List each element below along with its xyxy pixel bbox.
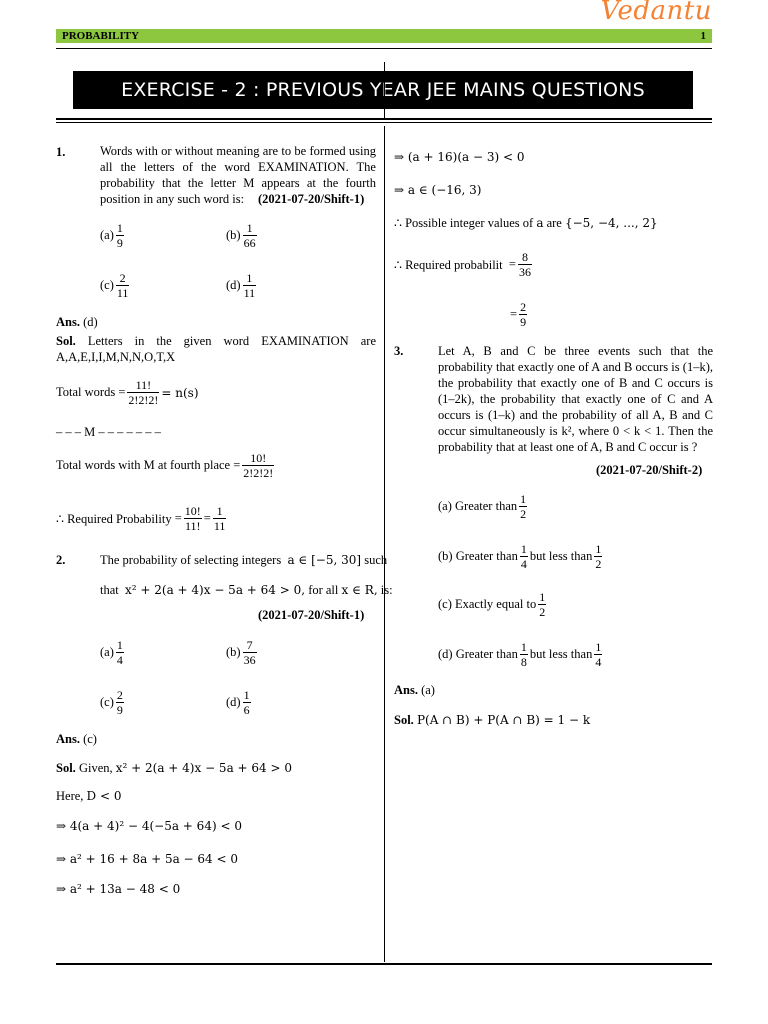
q1-total-words: Total words = $\frac{11!}{2!2!2!}$ = n(s) bbox=[56, 378, 199, 407]
q2-option-c: (c) 2 9 bbox=[100, 688, 123, 717]
footer-rule bbox=[56, 963, 712, 965]
q3-solution: Sol. P(A ∩ B) + P(A ∩ B) = 1 − k bbox=[394, 713, 591, 727]
q3-number: 3. bbox=[394, 344, 404, 358]
q1-text: Words with or without meaning are to be formed using all the letters of the word EXAMINATION. The probability that the letter M appears at the fourth position in any such word is: bbox=[100, 144, 376, 206]
title-rule-1 bbox=[56, 118, 712, 120]
q2-answer: Ans. (c) bbox=[56, 732, 97, 746]
column-divider bbox=[384, 126, 385, 962]
q3-text: Let A, B and C be three events such that the probability that exactly one of A and B occurs is (1–k), the probability that exactly one of B and C occurs is (1–2k), the probability that exactly one of C and A occurs is (1–k) and the probability of all A, B and C occur simultaneously is k², where 0 < k < 1. Then the probability that at least one of A, B and C occur is ? bbox=[438, 344, 713, 454]
q2-required-probability-result: = 2 9 bbox=[510, 300, 527, 329]
q2-step-2: ⇒ a² + 16 + 8a + 5a − 64 < 0 bbox=[56, 852, 239, 866]
q3-answer: Ans. (a) bbox=[394, 683, 435, 697]
q1-option-c: (c) 2 11 bbox=[100, 271, 129, 300]
title-rule-2 bbox=[56, 122, 712, 123]
q2-number: 2. bbox=[56, 553, 66, 567]
q2-step-5: ⇒ a ∈ (−16, 3) bbox=[394, 183, 482, 197]
q1-option-b: (b) 1 66 bbox=[226, 221, 256, 250]
q2-required-probability: ∴ Required probabilit = 8 36 bbox=[394, 250, 531, 279]
q3-option-a: (a) Greater than 1 2 bbox=[438, 492, 527, 521]
vedantu-logo: Vedantu bbox=[600, 0, 712, 26]
q2-option-d: (d) 1 6 bbox=[226, 688, 250, 717]
top-divider-stub bbox=[384, 62, 385, 118]
q2-option-a: (a) 1 4 bbox=[100, 638, 123, 667]
q1-required-probability: ∴ Required Probability = 10! 11! = 1 11 bbox=[56, 504, 226, 533]
q3-option-c: (c) Exactly equal to 1 2 bbox=[438, 590, 546, 619]
q1-total-with-m: Total words with M at fourth place = 10! 2!2!2! bbox=[56, 451, 274, 480]
q3-option-b: (b) Greater than 1 4 but less than 1 2 bbox=[438, 542, 602, 571]
q2-solution-given: Sol. Given, x² + 2(a + 4)x − 5a + 64 > 0 bbox=[56, 761, 292, 775]
q3-reference: (2021-07-20/Shift-2) bbox=[596, 463, 703, 477]
q1-option-a: (a) 1 9 bbox=[100, 221, 123, 250]
q1-option-d: (d) 1 11 bbox=[226, 271, 256, 300]
q2-solution-here: Here, D < 0 bbox=[56, 789, 122, 803]
q3-option-d: (d) Greater than 1 8 but less than 1 4 bbox=[438, 640, 602, 669]
header-bar bbox=[56, 29, 712, 43]
q2-text-line2: that x² + 2(a + 4)x − 5a + 64 > 0, for all x ∈ R, is: bbox=[100, 583, 393, 597]
q2-step-1: ⇒ 4(a + 4)² − 4(−5a + 64) < 0 bbox=[56, 819, 242, 833]
q2-step-6: ∴ Possible integer values of a are {−5, −4, ..., 2} bbox=[394, 216, 658, 230]
subject-label: PROBABILITY bbox=[62, 30, 140, 42]
q1-solution: Sol. Letters in the given word EXAMINATION are A,A,E,I,I,M,N,N,O,T,X bbox=[56, 334, 377, 364]
header-rule bbox=[56, 48, 712, 49]
q2-step-3: ⇒ a² + 13a − 48 < 0 bbox=[56, 882, 181, 896]
q1-reference: (2021-07-20/Shift-1) bbox=[258, 192, 365, 206]
exercise-title: EXERCISE - 2 : PREVIOUS YEAR JEE MAINS QUESTIONS bbox=[73, 71, 693, 109]
page-number: 1 bbox=[700, 30, 706, 42]
q2-step-4: ⇒ (a + 16)(a − 3) < 0 bbox=[394, 150, 525, 164]
q1-answer: Ans. (d) bbox=[56, 315, 98, 329]
q1-dashes: – – – M – – – – – – – bbox=[56, 425, 161, 439]
q2-reference: (2021-07-20/Shift-1) bbox=[258, 608, 365, 622]
q1-number: 1. bbox=[56, 145, 66, 159]
q2-option-b: (b) 7 36 bbox=[226, 638, 256, 667]
q2-text-line1: The probability of selecting integers a ∈ [−5, 30] such bbox=[100, 553, 388, 567]
